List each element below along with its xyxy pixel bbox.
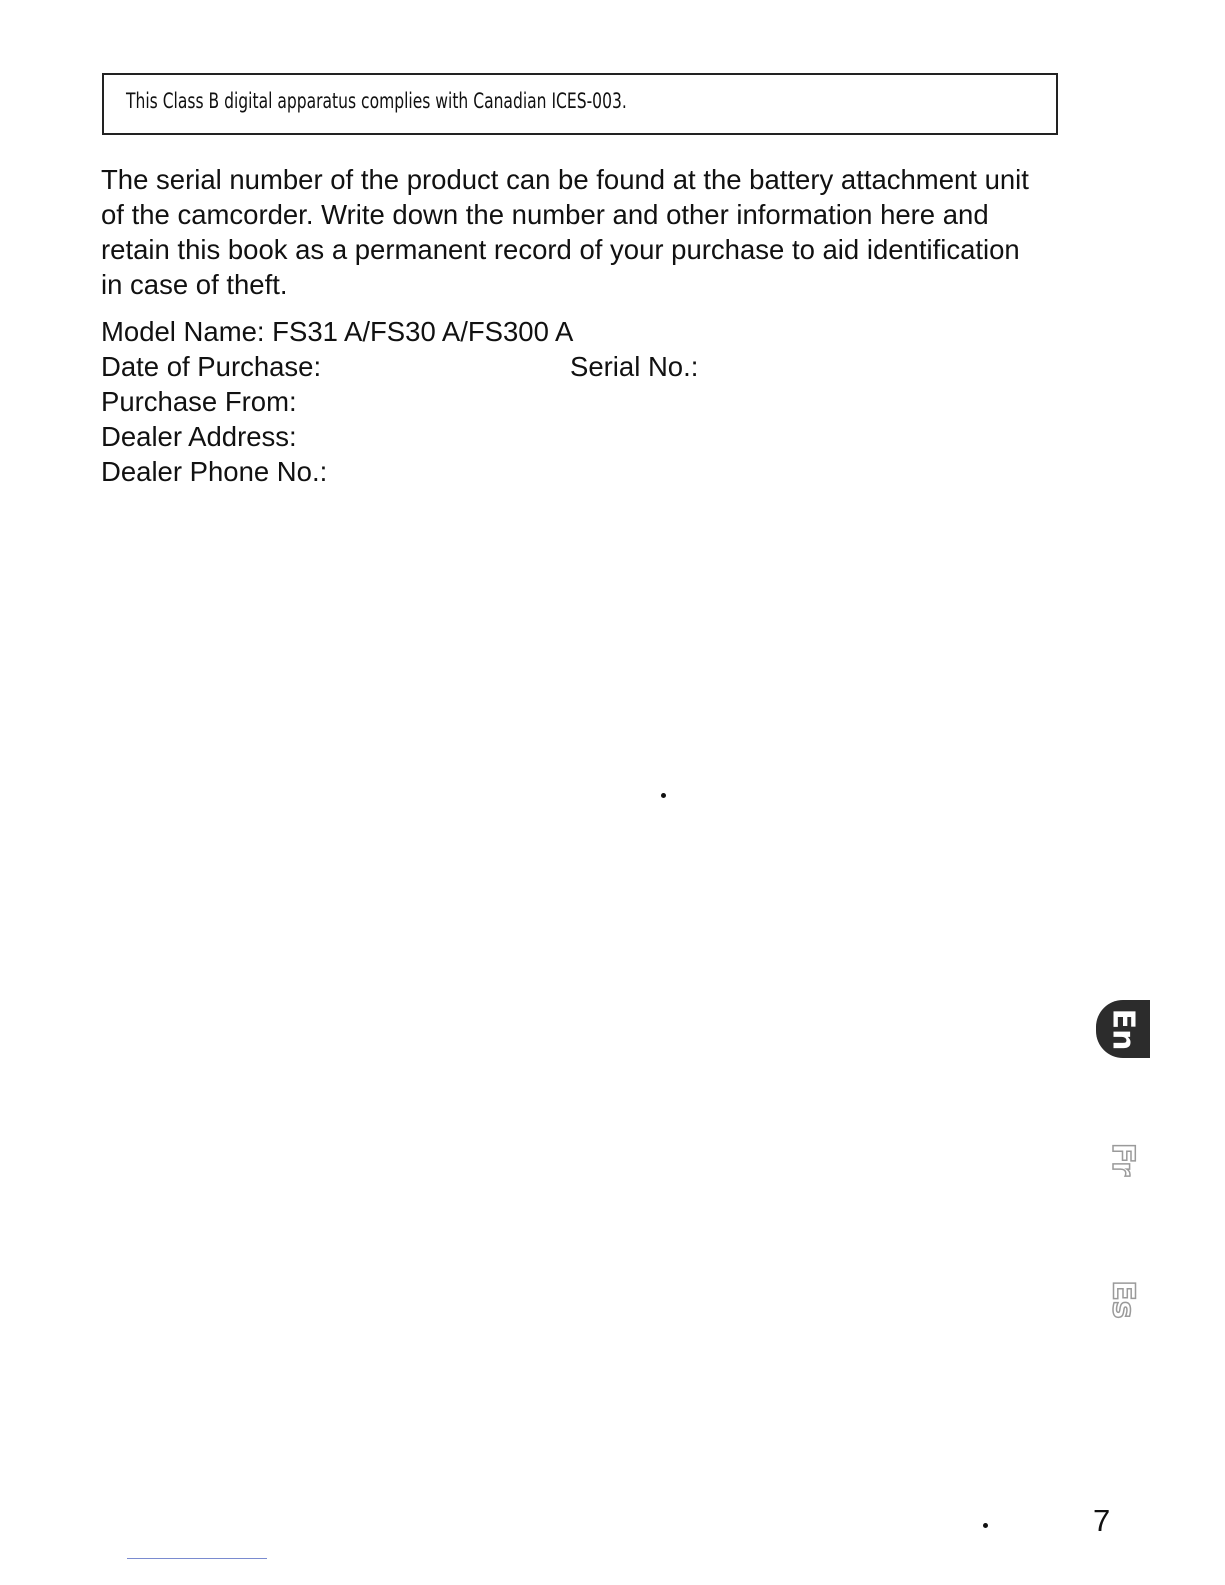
language-tab-spanish [1096,1270,1150,1328]
page-number: 7 [1093,1503,1111,1538]
bottom-rule [127,1558,267,1559]
serial-no-field: Serial No.: [570,351,699,382]
model-name-field: Model Name: FS31 A/FS30 A/FS300 A [101,316,574,347]
dealer-address-field: Dealer Address: [101,421,297,452]
compliance-notice-text: This Class B digital apparatus complies with Canadian ICES-003. [126,89,627,113]
purchase-from-field: Purchase From: [101,386,297,417]
print-speck [983,1523,988,1528]
instructions-line-4: in case of theft. [101,269,288,300]
instructions-line-3: retain this book as a permanent record of your purchase to aid identification [101,234,1020,265]
language-tab-english-label: En [1105,1008,1141,1050]
language-tab-english [1096,1000,1150,1058]
language-tab-french [1096,1130,1150,1188]
print-speck [661,793,666,798]
date-of-purchase-field: Date of Purchase: [101,351,322,382]
language-tab-french-label: Fr [1105,1142,1141,1176]
serial-number-instructions [101,162,1061,302]
instructions-line-1: The serial number of the product can be found at the battery attachment unit [101,164,1029,195]
instructions-line-2: of the camcorder. Write down the number and other information here and [101,199,989,230]
dealer-phone-field: Dealer Phone No.: [101,456,328,487]
compliance-notice-box [102,73,1058,135]
language-tab-spanish-label: Es [1105,1279,1141,1319]
